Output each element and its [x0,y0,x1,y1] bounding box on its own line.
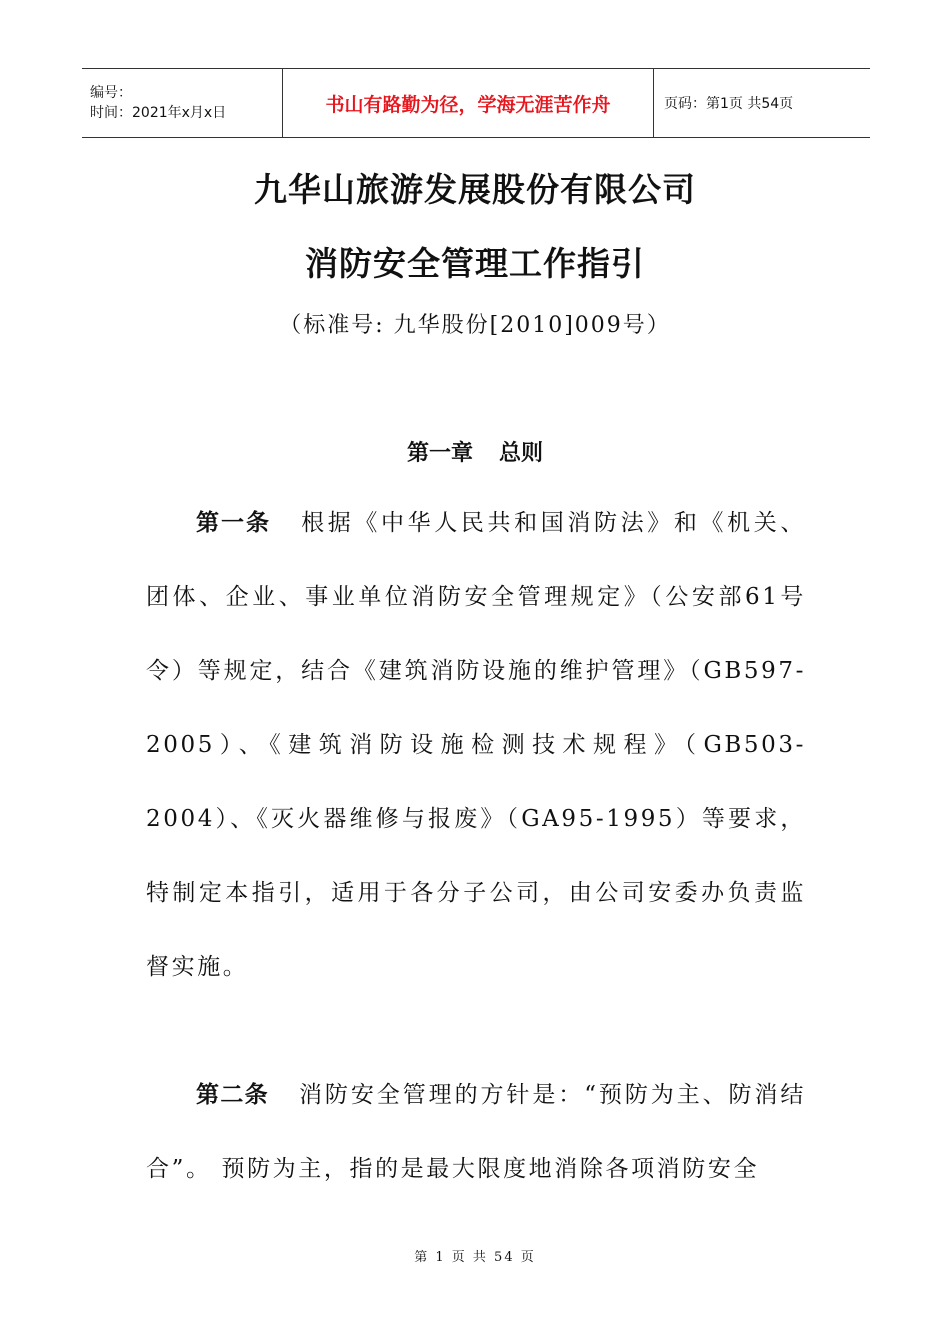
chapter-number: 第一章 [406,441,473,466]
article-text: 消防安全管理的方针是：“预防为主、防消结合”。 预防为主，指的是最大限度地消除各项消防安全 [146,1082,807,1182]
article-paragraph [146,486,806,1004]
standard-number: （标准号: 九华股份[2010]009号） [279,313,671,338]
document-header [82,68,870,138]
time-label: 时间：2021年x月x日 [90,105,227,121]
company-name: 九华山旅游发展股份有限公司 [254,170,696,209]
header-page-info: 页码：第1页 共54页 [664,96,794,112]
header-motto: 书山有路勤为径，学海无涯苦作舟 [282,69,654,137]
article-label: 第二条 [196,1082,269,1108]
article-paragraph [146,1058,806,1206]
article-text: 根据《中华人民共和国消防法》和《机关、团体、企业、事业单位消防安全管理规定》（公安部61号令）等规定，结合《建筑消防设施的维护管理》（GB597-2005）、《建筑消防设施检测技术规程》（GB503-2004）、《灭火器维修与报废》（GA95-1995）等要求，特制定本指引，适用于各分子公司，由公司安委办负责监督实施。 [146,510,807,980]
article-label: 第一条 [196,510,272,536]
document-title: 消防安全管理工作指引 [305,244,645,283]
header-meta [82,69,282,137]
chapter-name: 总则 [499,441,544,466]
page-footer: 第 1 页 共 54 页 [414,1250,536,1265]
number-label: 编号： [90,85,132,101]
chapter-heading [0,436,950,467]
